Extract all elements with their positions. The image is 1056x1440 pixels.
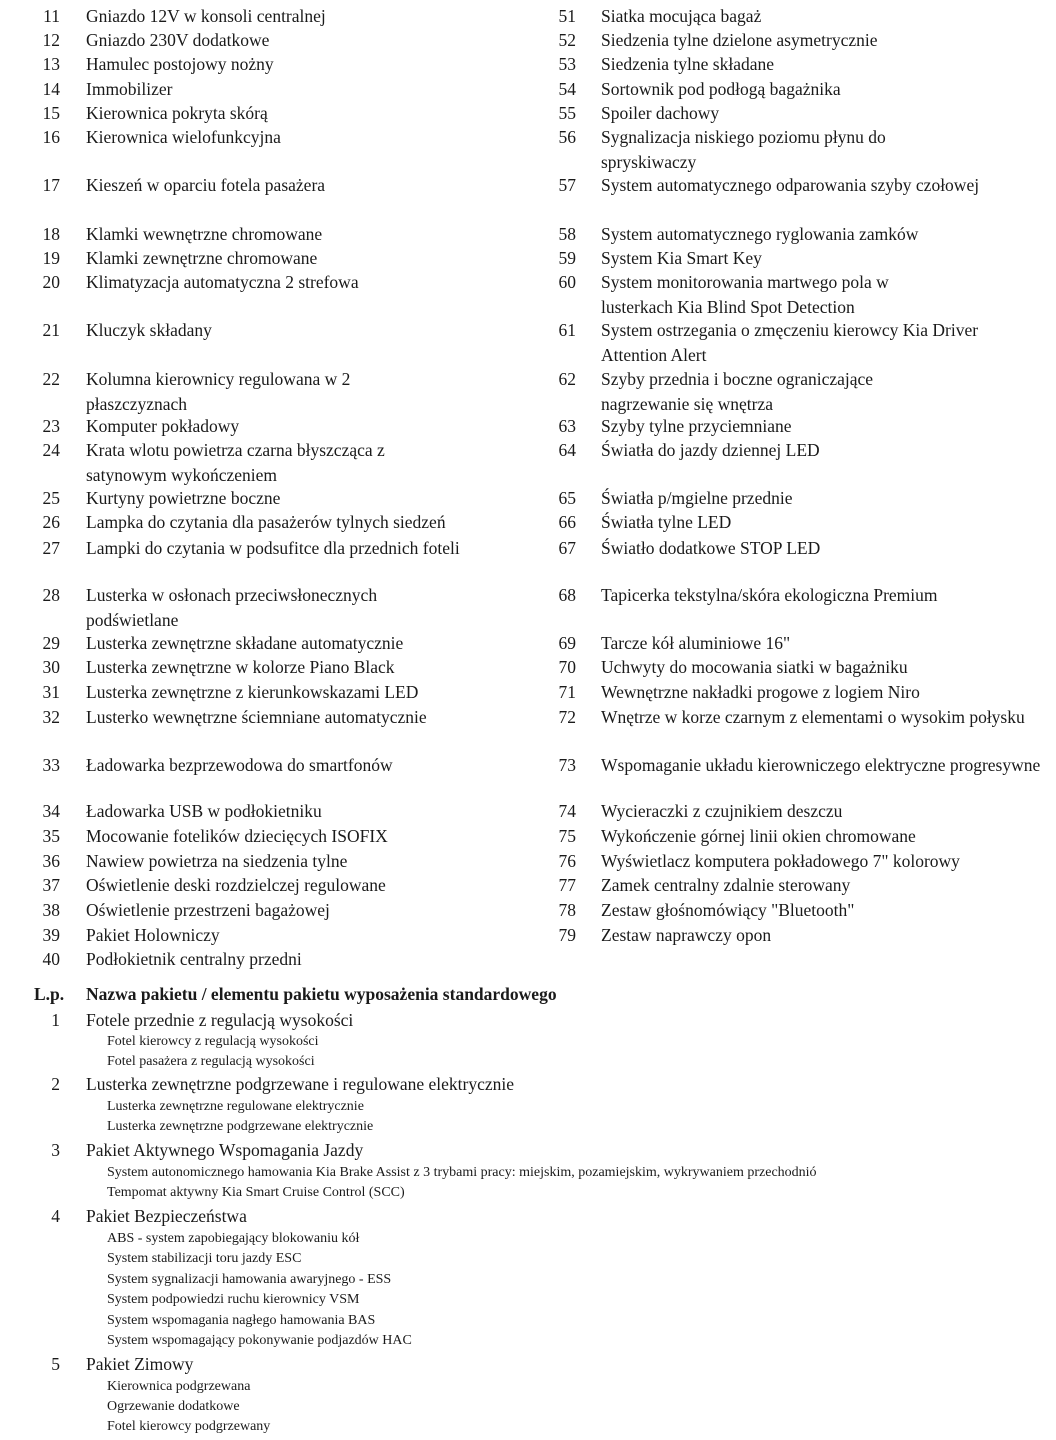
package-sub-item: System podpowiedzi ruchu kierownicy VSM	[107, 1292, 360, 1307]
item-text: Lusterka zewnętrzne składane automatycznie	[86, 633, 404, 653]
item-number: 27	[42, 538, 60, 558]
item-text: Sygnalizacja niskiego poziomu płynu do spryskiwaczy	[601, 127, 886, 172]
item-number: 40	[42, 949, 60, 969]
item-number: 67	[558, 538, 576, 558]
item-text: System Kia Smart Key	[601, 248, 762, 268]
item-number: 59	[558, 248, 576, 268]
item-number: 31	[42, 682, 60, 702]
item-text: Wyświetlacz komputera pokładowego 7" kolorowy	[601, 851, 960, 871]
package-title: Pakiet Aktywnego Wspomagania Jazdy	[86, 1140, 364, 1160]
item-text: Gniazdo 12V w konsoli centralnej	[86, 6, 326, 26]
item-number: 20	[42, 272, 60, 292]
item-number: 13	[42, 54, 60, 74]
item-text: Kluczyk składany	[86, 320, 212, 340]
package-number: 1	[51, 1010, 60, 1030]
item-text: Tapicerka tekstylna/skóra ekologiczna Premium	[601, 585, 938, 605]
item-number: 78	[558, 900, 576, 920]
item-number: 52	[558, 30, 576, 50]
item-text: Immobilizer	[86, 79, 173, 99]
item-text: Gniazdo 230V dodatkowe	[86, 30, 270, 50]
item-text: Światła do jazdy dziennej LED	[601, 440, 820, 460]
item-number: 69	[558, 633, 576, 653]
item-number: 18	[42, 224, 60, 244]
item-text: Hamulec postojowy nożny	[86, 54, 274, 74]
item-number: 34	[42, 801, 60, 821]
item-number: 55	[558, 103, 576, 123]
item-text: Spoiler dachowy	[601, 103, 720, 123]
item-text: Światła p/mgielne przednie	[601, 488, 793, 508]
item-text: Światło dodatkowe STOP LED	[601, 538, 821, 558]
package-number: 5	[51, 1354, 60, 1374]
item-text: Kieszeń w oparciu fotela pasażera	[86, 175, 326, 195]
item-number: 73	[558, 755, 576, 775]
item-text: Ładowarka bezprzewodowa do smartfonów	[86, 755, 393, 775]
item-number: 39	[42, 925, 60, 945]
item-text: Siedzenia tylne składane	[601, 54, 774, 74]
item-text: Siatka mocująca bagaż	[601, 6, 762, 26]
item-text: System ostrzegania o zmęczeniu kierowcy Kia Driver Attention Alert	[601, 320, 979, 365]
item-text: Siedzenia tylne dzielone asymetrycznie	[601, 30, 878, 50]
item-text: Wewnętrzne nakładki progowe z logiem Niro	[601, 682, 920, 702]
item-text: Krata wlotu powietrza czarna błyszcząca z satynowym wykończeniem	[86, 440, 385, 485]
package-sub-item: Tempomat aktywny Kia Smart Cruise Control (SCC)	[107, 1185, 405, 1200]
item-number: 17	[42, 175, 60, 195]
item-number: 14	[42, 79, 60, 99]
package-sub-item: Kierownica podgrzewana	[107, 1379, 251, 1394]
item-number: 75	[558, 826, 576, 846]
item-text: Lampki do czytania w podsufitce dla przednich foteli	[86, 538, 460, 558]
item-text: Wnętrze w korze czarnym z elementami o wysokim połysku	[601, 707, 1025, 727]
package-number: 2	[51, 1074, 60, 1094]
item-number: 62	[558, 369, 576, 389]
item-text: Pakiet Holowniczy	[86, 925, 220, 945]
package-sub-item: ABS - system zapobiegający blokowaniu kół	[107, 1231, 360, 1246]
item-text: Ładowarka USB w podłokietniku	[86, 801, 322, 821]
packages-header	[34, 982, 557, 1006]
package-number: 4	[51, 1206, 60, 1226]
item-number: 26	[42, 512, 60, 532]
item-number: 28	[42, 585, 60, 605]
package-sub-item: System sygnalizacji hamowania awaryjnego - ESS	[107, 1272, 392, 1287]
item-number: 61	[558, 320, 576, 340]
item-text: Zestaw naprawczy opon	[601, 925, 772, 945]
item-text: Lusterka w osłonach przeciwsłonecznych podświetlane	[86, 585, 378, 630]
package-sub-item: System wspomagający pokonywanie podjazdów HAC	[107, 1333, 412, 1348]
item-text: Lusterka zewnętrzne w kolorze Piano Black	[86, 657, 395, 677]
item-number: 70	[558, 657, 576, 677]
item-text: Kierownica pokryta skórą	[86, 103, 268, 123]
item-number: 30	[42, 657, 60, 677]
package-title: Pakiet Bezpieczeństwa	[86, 1206, 247, 1226]
package-title: Pakiet Zimowy	[86, 1354, 194, 1374]
item-text: Nawiew powietrza na siedzenia tylne	[86, 851, 348, 871]
item-number: 23	[42, 416, 60, 436]
package-sub-item: System wspomagania nagłego hamowania BAS	[107, 1313, 376, 1328]
packages-header-title: Nazwa pakietu / elementu pakietu wyposażenia standardowego	[86, 984, 557, 1004]
item-text: System automatycznego ryglowania zamków	[601, 224, 919, 244]
item-text: Tarcze kół aluminiowe 16"	[601, 633, 791, 653]
item-text: Sortownik pod podłogą bagażnika	[601, 79, 841, 99]
item-number: 51	[558, 6, 576, 26]
packages-header-lp: L.p.	[34, 984, 65, 1004]
item-number: 74	[558, 801, 576, 821]
item-text: Uchwyty do mocowania siatki w bagażniku	[601, 657, 908, 677]
package-title: Lusterka zewnętrzne podgrzewane i regulowane elektrycznie	[86, 1074, 515, 1094]
item-number: 37	[42, 875, 60, 895]
package-sub-item: Fotel pasażera z regulacją wysokości	[107, 1054, 315, 1069]
item-number: 32	[42, 707, 60, 727]
package-sub-item: Lusterka zewnętrzne podgrzewane elektrycznie	[107, 1119, 374, 1134]
item-number: 56	[558, 127, 576, 147]
item-number: 15	[42, 103, 60, 123]
item-text: Kolumna kierownicy regulowana w 2 płaszczyznach	[86, 369, 351, 414]
item-text: Klimatyzacja automatyczna 2 strefowa	[86, 272, 359, 292]
package-sub-item: Fotel kierowcy podgrzewany	[107, 1419, 271, 1434]
item-text: Lampka do czytania dla pasażerów tylnych siedzeń	[86, 512, 446, 532]
item-number: 53	[558, 54, 576, 74]
item-text: Światła tylne LED	[601, 512, 732, 532]
item-text: Klamki wewnętrzne chromowane	[86, 224, 323, 244]
item-number: 77	[558, 875, 576, 895]
item-number: 36	[42, 851, 60, 871]
item-text: Mocowanie fotelików dziecięcych ISOFIX	[86, 826, 388, 846]
item-number: 65	[558, 488, 576, 508]
item-number: 12	[42, 30, 60, 50]
item-number: 33	[42, 755, 60, 775]
item-text: System monitorowania martwego pola w lusterkach Kia Blind Spot Detection	[601, 272, 889, 317]
item-number: 66	[558, 512, 576, 532]
item-text: System automatycznego odparowania szyby czołowej	[601, 175, 980, 195]
item-number: 24	[42, 440, 60, 460]
item-text: Oświetlenie przestrzeni bagażowej	[86, 900, 330, 920]
item-number: 58	[558, 224, 576, 244]
item-text: Szyby przednia i boczne ograniczające nagrzewanie się wnętrza	[601, 369, 874, 414]
item-text: Wspomaganie układu kierowniczego elektryczne progresywne	[601, 755, 1041, 775]
item-number: 25	[42, 488, 60, 508]
item-number: 19	[42, 248, 60, 268]
package-sub-item: System stabilizacji toru jazdy ESC	[107, 1251, 302, 1266]
item-text: Wycieraczki z czujnikiem deszczu	[601, 801, 843, 821]
item-text: Szyby tylne przyciemniane	[601, 416, 792, 436]
item-number: 54	[558, 79, 576, 99]
package-number: 3	[51, 1140, 60, 1160]
item-text: Zestaw głośnomówiący "Bluetooth"	[601, 900, 855, 920]
item-number: 60	[558, 272, 576, 292]
item-text: Komputer pokładowy	[86, 416, 240, 436]
item-number: 16	[42, 127, 60, 147]
item-number: 22	[42, 369, 60, 389]
item-number: 38	[42, 900, 60, 920]
package-sub-item: Lusterka zewnętrzne regulowane elektrycznie	[107, 1099, 364, 1114]
item-number: 64	[558, 440, 576, 460]
item-text: Podłokietnik centralny przedni	[86, 949, 302, 969]
package-sub-item: Fotel kierowcy z regulacją wysokości	[107, 1034, 319, 1049]
item-number: 72	[558, 707, 576, 727]
item-text: Kierownica wielofunkcyjna	[86, 127, 281, 147]
item-number: 79	[558, 925, 576, 945]
item-text: Kurtyny powietrzne boczne	[86, 488, 281, 508]
item-text: Zamek centralny zdalnie sterowany	[601, 875, 851, 895]
item-text: Lusterko wewnętrzne ściemniane automatycznie	[86, 707, 427, 727]
item-number: 11	[43, 6, 60, 26]
package-title: Fotele przednie z regulacją wysokości	[86, 1010, 354, 1030]
item-text: Lusterka zewnętrzne z kierunkowskazami LED	[86, 682, 419, 702]
item-number: 63	[558, 416, 576, 436]
item-number: 21	[42, 320, 60, 340]
package-sub-item: Ogrzewanie dodatkowe	[107, 1399, 240, 1414]
item-number: 29	[42, 633, 60, 653]
item-number: 71	[558, 682, 576, 702]
package-sub-item: System autonomicznego hamowania Kia Brake Assist z 3 trybami pracy: miejskim, pozamiejskim, wykrywaniem przechodnió	[107, 1165, 817, 1180]
item-text: Klamki zewnętrzne chromowane	[86, 248, 318, 268]
item-text: Wykończenie górnej linii okien chromowane	[601, 826, 916, 846]
item-number: 68	[558, 585, 576, 605]
item-number: 35	[42, 826, 60, 846]
item-number: 57	[558, 175, 576, 195]
item-number: 76	[558, 851, 576, 871]
item-text: Oświetlenie deski rozdzielczej regulowane	[86, 875, 386, 895]
